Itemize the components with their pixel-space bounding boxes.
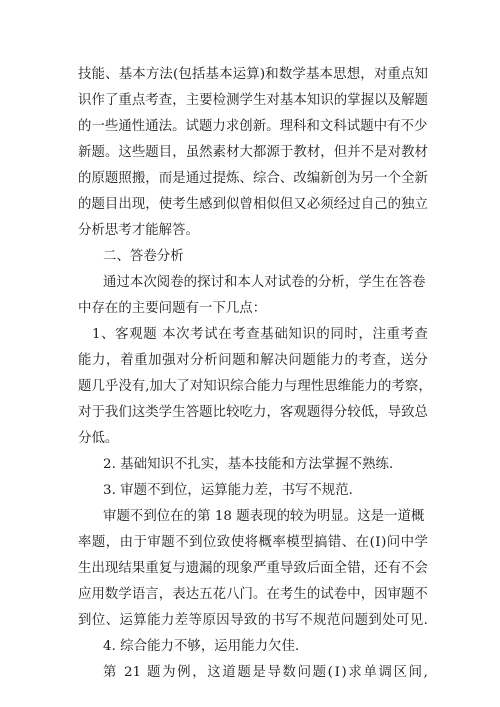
paragraph-line: 第 21 题为例，这道题是导数问题(Ⅰ)求单调区间,	[103, 665, 428, 680]
list-item: 3. 审题不到位，运算能力差，书写不规范.	[103, 483, 353, 498]
paragraph-line: 的一些通性通法。试题力求创新。理科和文科试题中有不少	[78, 119, 428, 134]
paragraph-line: 分析思考才能解答。	[78, 223, 199, 238]
paragraph-line: 到位、运算能力差等原因导致的书写不规范问题到处可见.	[78, 613, 428, 628]
paragraph-line: 率题，由于审题不到位致使将概率模型搞错、在(Ⅰ)问中学	[78, 535, 428, 550]
paragraph-line: 分低。	[78, 431, 119, 446]
section-heading: 二、答卷分析	[103, 249, 184, 264]
paragraph-line: 题几乎没有,加大了对知识综合能力与理性思维能力的考察，	[78, 379, 432, 394]
paragraph-line: 审题不到位在的第 18 题表现的较为明显。这是一道概	[103, 509, 425, 524]
paragraph-line: 应用数学语言，表达五花八门。在考生的试卷中，因审题不	[78, 587, 428, 602]
paragraph-line: 技能、基本方法(包括基本运算)和数学基本思想，对重点知	[78, 67, 428, 82]
paragraph-line: 生出现结果重复与遗漏的现象严重导致后面全错，还有不会	[78, 561, 428, 576]
paragraph-line: 通过本次阅卷的探讨和本人对试卷的分析，学生在答卷	[103, 275, 426, 290]
list-item: 4. 综合能力不够，运用能力欠佳.	[103, 639, 300, 654]
paragraph-line: 1、客观题 本次考试在考查基础知识的同时，注重考查	[92, 327, 428, 342]
paragraph-line: 能力，着重加强对分析问题和解决问题能力的考查，送分	[78, 353, 428, 368]
list-item: 2. 基础知识不扎实，基本技能和方法掌握不熟练.	[103, 457, 394, 472]
paragraph-line: 对于我们这类学生答题比较吃力，客观题得分较低，导致总	[78, 405, 428, 420]
paragraph-line: 识作了重点考查，主要检测学生对基本知识的掌握以及解题	[78, 93, 428, 108]
paragraph-line: 的题目出现，使考生感到似曾相似但又必须经过自己的独立	[78, 197, 428, 212]
paragraph-line: 新题。这些题目，虽然素材大都源于教材，但并不是对教材	[78, 145, 428, 160]
paragraph-line: 中存在的主要问题有一下几点：	[78, 301, 267, 316]
paragraph-line: 的原题照搬，而是通过提炼、综合、改编新创为另一个全新	[78, 171, 428, 186]
